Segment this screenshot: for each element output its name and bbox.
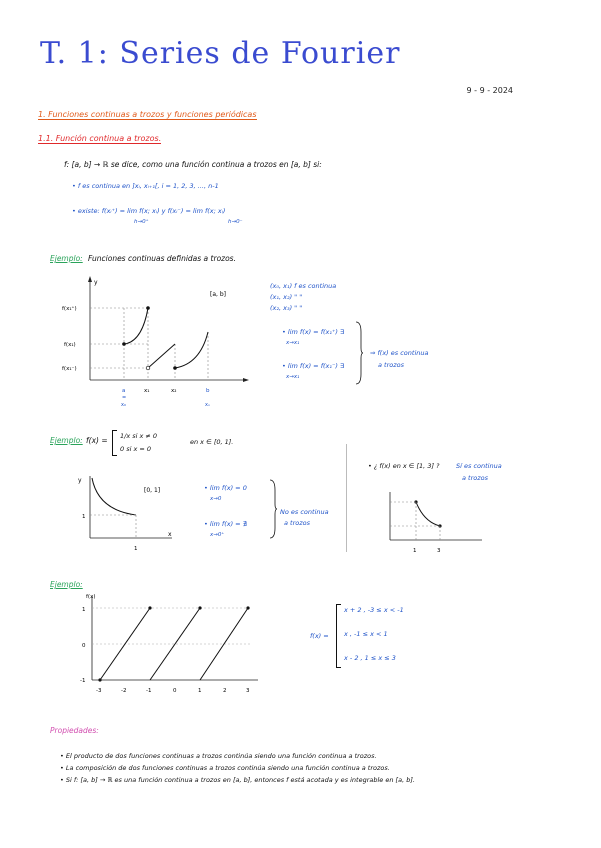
question-text: • ¿ f(x) en x ∈ [1, 3] ? xyxy=(368,462,440,470)
point xyxy=(148,606,151,609)
limit-line: • lim f(x) = 0 xyxy=(204,484,247,492)
conclusion-line: a trozos xyxy=(378,361,405,369)
answer-line: a trozos xyxy=(462,474,489,482)
point xyxy=(122,342,126,346)
brace xyxy=(268,478,278,540)
definition-text: f: [a, b] → ℝ se dice, como una función continua a trozos en [a, b] si: xyxy=(64,160,322,169)
x-sub-label: xₙ xyxy=(205,402,210,408)
example2-fx: f(x) = xyxy=(86,436,108,445)
y-tick-label: f(x₁⁺) xyxy=(62,306,77,312)
page-title: T. 1: Series de Fourier xyxy=(40,36,401,71)
piecewise-case: x + 2 , -3 ≤ x < -1 xyxy=(344,606,404,614)
x-axis-label: x xyxy=(168,531,172,538)
x-sub-label: x₀ xyxy=(121,402,126,408)
date: 9 - 9 - 2024 xyxy=(466,86,513,95)
y-tick-label: -1 xyxy=(80,678,86,684)
limit-line: • lim f(x) = f(x₁⁺) ∃ xyxy=(282,328,345,336)
x-tick-label: -3 xyxy=(96,688,102,694)
section-heading-1: 1. Funciones continuas a trozos y funciones periódicas xyxy=(38,110,257,119)
y-tick-label: f(x₁⁻) xyxy=(62,366,77,372)
piecewise-case: x - 2 , 1 ≤ x ≤ 3 xyxy=(344,654,396,662)
property-item: • El producto de dos funciones continuas a trozos continúa siendo una función continua a trozos. xyxy=(60,752,377,760)
bullet-limit-sub-2: h→0⁻ xyxy=(228,219,243,225)
example2-graph xyxy=(70,470,180,556)
point xyxy=(173,366,177,370)
y-tick-label: f(x₁) xyxy=(64,342,76,348)
piecewise-case: x , -1 ≤ x < 1 xyxy=(344,630,388,638)
divider xyxy=(346,444,347,552)
y-tick-label: 0 xyxy=(82,643,86,649)
bullet-continuity: • f es continua en ]xᵢ, xᵢ₊₁[, i = 1, 2, 3, ..., n-1 xyxy=(72,182,219,190)
x-tick-label: 3 xyxy=(246,688,250,694)
brace xyxy=(354,320,364,386)
point xyxy=(98,678,101,681)
bullet-limit-sub-1: h→0⁺ xyxy=(134,219,149,225)
properties-label: Propiedades: xyxy=(50,726,99,735)
example1-text: Funciones continuas definidas a trozos. xyxy=(88,254,236,263)
domain-text: en x ∈ [0, 1]. xyxy=(190,438,234,446)
x-tick-label: b xyxy=(206,388,210,394)
x-sub-label: = xyxy=(122,395,127,401)
example1-graph xyxy=(60,272,260,412)
x-tick-label: 1 xyxy=(413,548,417,554)
example1-label: Ejemplo: xyxy=(50,254,83,263)
point xyxy=(198,606,201,609)
limit-sub: x→0 xyxy=(210,496,222,502)
x-tick-label: -1 xyxy=(146,688,152,694)
limit-line: • lim f(x) = f(x₁⁻) ∃ xyxy=(282,362,345,370)
y-axis-label: y xyxy=(94,279,98,286)
y-tick-label: 1 xyxy=(82,607,86,613)
bullet-limits: • existe: f(xᵢ⁺) = lim f(x; xᵢ) y f(xᵢ⁻) = lim f(x; xᵢ) xyxy=(72,207,226,215)
example3-label: Ejemplo: xyxy=(50,580,83,589)
y-tick-label: 1 xyxy=(82,514,86,520)
point xyxy=(146,306,150,310)
section-heading-1-1: 1.1. Función continua a trozos. xyxy=(38,134,162,143)
x-tick-label: 1 xyxy=(134,546,138,552)
y-axis-label: f(x) xyxy=(86,594,96,600)
note-line: (x₀, x₁) f es continua xyxy=(270,282,337,290)
example2-label: Ejemplo: xyxy=(50,436,83,445)
limit-sub: x→x₁ xyxy=(286,374,300,380)
piecewise-case: 1/x si x ≠ 0 xyxy=(120,432,158,440)
point xyxy=(246,606,249,609)
x-tick-label: 3 xyxy=(437,548,441,554)
x-tick-label: 1 xyxy=(198,688,202,694)
conclusion-line: ⇒ f(x) es continua xyxy=(370,349,429,357)
x-tick-label: a xyxy=(122,388,126,394)
limit-sub: x→0⁺ xyxy=(210,532,225,538)
conclusion-line: a trozos xyxy=(284,519,311,527)
y-axis-label: y xyxy=(78,477,82,484)
conclusion-line: No es continua xyxy=(280,508,329,516)
piecewise-brace xyxy=(112,430,117,456)
x-tick-label: 2 xyxy=(223,688,227,694)
limit-line: • lim f(x) = ∄ xyxy=(204,520,247,528)
interval-label: [0, 1] xyxy=(144,487,161,494)
note-line: (x₁, x₂) " " xyxy=(270,293,303,301)
example2-subgraph xyxy=(378,488,488,560)
x-tick-label: -2 xyxy=(121,688,127,694)
x-tick-label: x₁ xyxy=(144,388,150,394)
limit-sub: x→x₁ xyxy=(286,340,300,346)
interval-label: [a, b] xyxy=(210,291,226,298)
piecewise-case: 0 si x = 0 xyxy=(120,445,152,453)
x-tick-label: 0 xyxy=(173,688,177,694)
example3-graph xyxy=(70,590,270,700)
piecewise-brace xyxy=(336,604,341,668)
property-item: • La composición de dos funciones continuas a trozos continúa siendo una función continua a trozos. xyxy=(60,764,390,772)
x-tick-label: x₂ xyxy=(171,388,177,394)
piecewise-fx: f(x) = xyxy=(310,632,329,640)
property-item: • Si f: [a, b] → ℝ es una función continua a trozos en [a, b], entonces f está acotada y es integrable en [a, b]. xyxy=(60,776,415,784)
answer-line: Sí es continua xyxy=(456,462,502,470)
note-line: (x₂, x₃) " " xyxy=(270,304,303,312)
point xyxy=(146,366,150,370)
